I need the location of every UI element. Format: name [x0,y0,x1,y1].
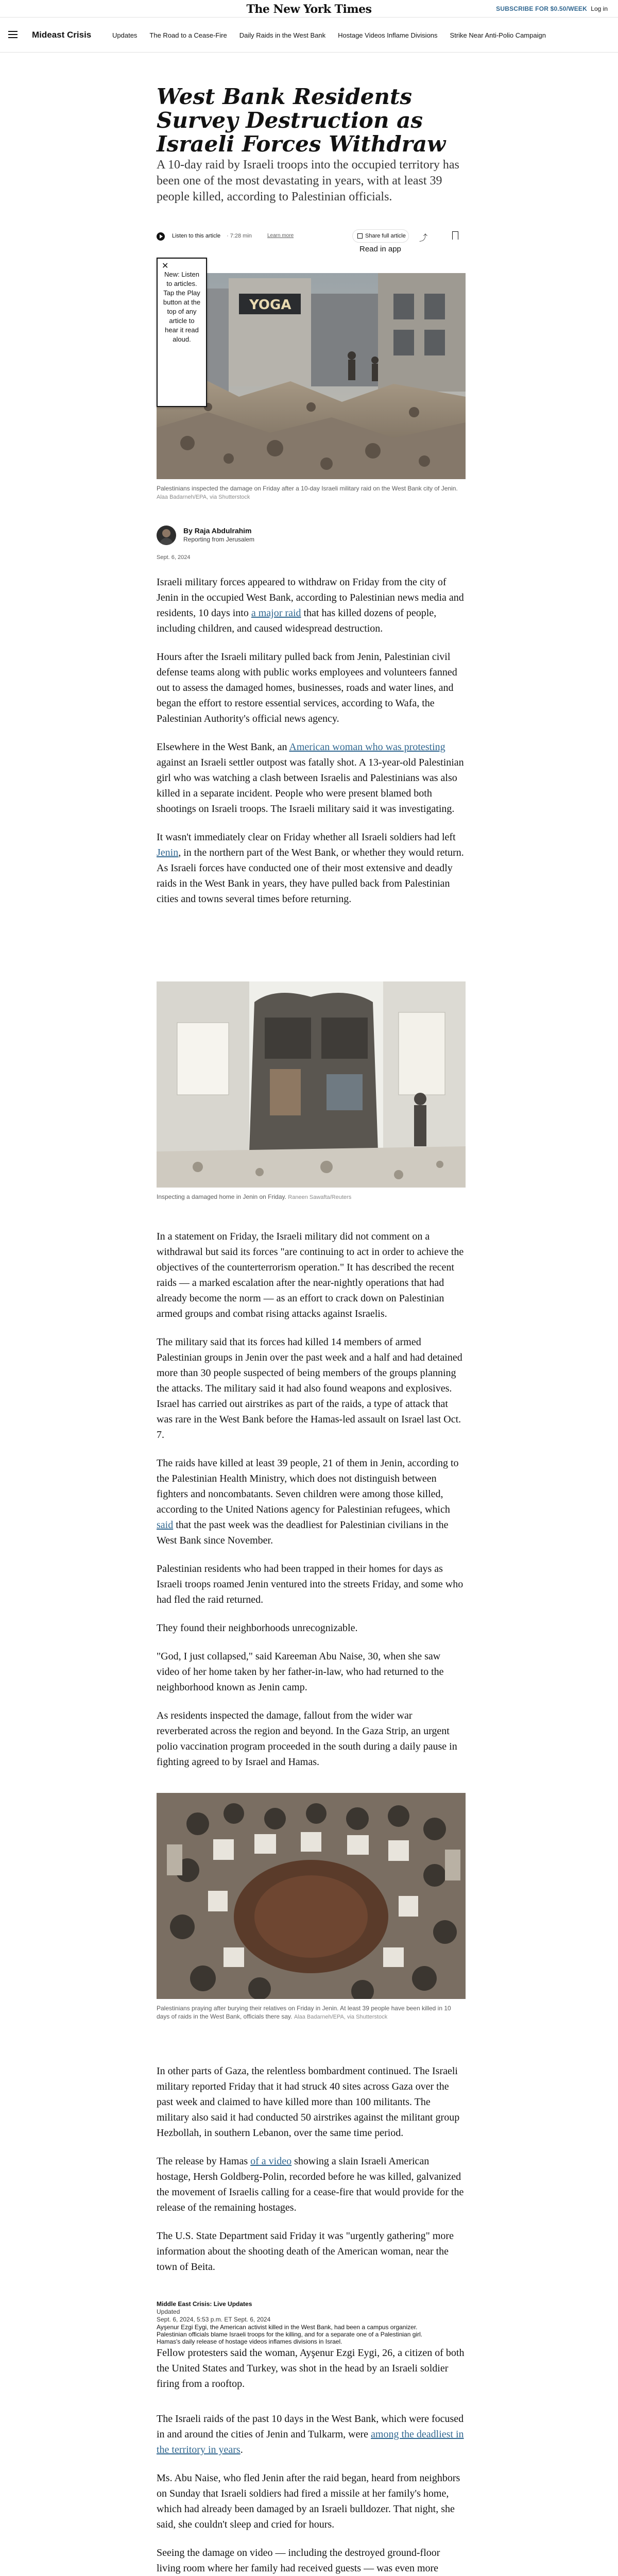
paragraph-text: They found their neighborhoods unrecognizable. [157,1622,358,1634]
subscribe-link[interactable]: SUBSCRIBE FOR $0.50/WEEK [496,5,587,12]
paragraph-text: that has killed dozens of people, including children, and caused widespread destruction. [157,607,437,634]
tooltip-text: New: Listen to articles. Tap the Play button at the top of any article to hear it read aloud. [163,270,201,343]
listen-time: · 7:28 min [227,233,252,239]
listen-tooltip [157,258,207,407]
lead-photo-caption [157,484,466,501]
body-paragraph [157,1334,466,1443]
author-avatar[interactable] [157,526,176,545]
shop-sign: YOGA [249,297,291,313]
body-paragraph [157,1620,466,1636]
inline-link[interactable]: among the deadliest in the territory in years [157,2429,464,2455]
nav-link-daily-raids[interactable]: Daily Raids in the West Bank [239,31,326,39]
body-paragraph [157,1708,466,1770]
live-update-item[interactable]: Ayşenur Ezgi Eygi, the American activist killed in the West Bank, had been a campus organizer. [157,2324,418,2331]
section-nav [0,18,618,53]
body-paragraph [157,2545,466,2576]
inline-link[interactable]: a major raid [251,607,301,619]
interior-photo-caption [157,1193,466,1201]
paragraph-text: The release by Hamas [157,2156,251,2167]
login-link[interactable]: Log in [591,5,608,12]
paragraph-text: Palestinian residents who had been trapped in their homes for days as Israeli troops roamed Jenin ventured into the streets Friday, and some who had fled the raid returned. [157,1563,464,1605]
mourners-photo-art [157,1793,466,1999]
read-in-app-link[interactable]: Read in app [359,245,401,253]
listen-label[interactable]: Listen to this article [172,233,221,239]
paragraph-text: showing a slain Israeli American hostage, Hersh Goldberg-Polin, recorded before he was killed, galvanized the movement of Israelis calling for a cease-fire that would provide for the release of the remaining hostages. [157,2156,464,2213]
inline-link[interactable]: of a video [250,2156,292,2167]
interior-photo [157,981,466,1188]
paragraph-text: The military said that its forces had killed 14 members of armed Palestinian groups in Jenin over the past week and a half and had detained more than 30 people suspected of being members of the groups planning the attacks. The military said it had also found weapons and explosives. Israel has carried out airstrikes as part of the raids, a type of attack that was rare in the West Bank before the Hamas-led assault on Israel last Oct. 7. [157,1336,462,1440]
photo-credit: Alaa Badarneh/EPA, via Shutterstock [157,494,250,500]
masthead [0,0,618,18]
paragraph-text: Hours after the Israeli military pulled back from Jenin, Palestinian civil defense teams along with public works employees and volunteers fanned out to assess the damaged homes, businesses, roads and water lines, and began the effort to restore essential services, according to Wafa, the Palestinian Authority's official news agency. [157,651,457,724]
paragraph-text: that the past week was the deadliest for Palestinian civilians in the West Bank since November. [157,1519,449,1546]
body-paragraph [157,1229,466,1321]
body-paragraph [157,2345,466,2392]
share-arrow-icon[interactable]: ⤴ [419,233,428,243]
paragraph-text: against an Israeli settler outpost was fatally shot. A 13-year-old Palestinian girl who was watching a clash between Israelis and Palestinians was also killed in a separate incident. People who were present blamed both shootings on Israeli troops. The Israeli military said it was investigating. [157,757,464,815]
paragraph-text: In other parts of Gaza, the relentless bombardment continued. The Israeli military reported Friday that it had struck 40 sites across Gaza over the past week and claimed to have killed more than 100 militants. The military also said it had conducted 50 airstrikes against the militant group Hezbollah, in southern Lebanon, over the same time period. [157,2065,460,2139]
paragraph-text: "God, I just collapsed," said Kareeman Abu Naise, 30, when she saw video of her home taken by her father-in-law, who had returned to the neighborhood known as Jenin camp. [157,1651,444,1693]
caption-text: Inspecting a damaged home in Jenin on Friday. [157,1193,286,1200]
nav-link-updates[interactable]: Updates [112,31,138,39]
caption-text: Palestinians inspected the damage on Friday after a 10-day Israeli military raid on the West Bank city of Jenin. [157,485,458,492]
hamburger-menu-icon[interactable] [8,31,18,38]
body-paragraph [157,1455,466,1548]
close-icon[interactable]: ✕ [162,261,169,270]
body-paragraph [157,649,466,726]
paragraph-text: , in the northern part of the West Bank, or whether they would return. As Israeli forces have conducted one of their most extensive and deadly raids in the West Bank in years, they have pulled back from Palestinian cities and towns several times before returning. [157,847,464,905]
mourners-photo-caption [157,2004,466,2021]
article-headline: West Bank Residents Survey Destruction as Israeli Forces Withdraw [157,84,446,157]
paragraph-text: Fellow protesters said the woman, Ayşenur Ezgi Eygi, 26, a citizen of both the United States and Turkey, was shot in the head by an Israeli soldier firing from a rooftop. [157,2347,465,2389]
paragraph-text: The U.S. State Department said Friday it was "urgently gathering" more information about the shooting death of the American woman, near the town of Beita. [157,2230,454,2273]
nav-link-cease-fire[interactable]: The Road to a Cease-Fire [149,31,227,39]
live-updates-label[interactable]: Middle East Crisis: Live Updates [157,2300,252,2308]
section-nav-links [112,31,546,39]
reporting-location: Reporting from Jerusalem [183,536,255,543]
article-body-section [157,574,466,920]
photo-credit: Raneen Sawafta/Reuters [288,1194,352,1200]
paragraph-text: Israeli military forces appeared to withdraw on Friday from the city of Jenin in the occupied West Bank, according to Palestinian news media and residents, 10 days into [157,577,464,619]
paragraph-text: The Israeli raids of the past 10 days in the West Bank, which were focused in and around the cities of Jenin and Tulkarm, were [157,2413,464,2440]
section-label[interactable]: Mideast Crisis [32,30,92,40]
live-updated-date: Sept. 6, 2024, 5:53 p.m. ET Sept. 6, 2024 [157,2316,271,2323]
body-paragraph [157,2063,466,2141]
article-body-section [157,2345,466,2404]
paragraph-text: It wasn't immediately clear on Friday whether all Israeli soldiers had left [157,832,456,843]
body-paragraph [157,2154,466,2215]
live-update-item[interactable]: Hamas's daily release of hostage videos inflames divisions in Israel. [157,2338,342,2345]
photo-credit: Alaa Badarneh/EPA, via Shutterstock [294,2014,388,2020]
author-name[interactable]: By Raja Abdulrahim [183,527,252,535]
gift-icon [357,233,363,239]
article-summary: A 10-day raid by Israeli troops into the occupied territory has been one of the most devastating in years, with at least 39 people killed, according to Palestinian officials. [157,158,459,204]
body-paragraph [157,2411,466,2458]
body-paragraph [157,1649,466,1695]
paragraph-text: As residents inspected the damage, fallout from the wider war reverberated across the region and beyond. In the Gaza Strip, an urgent polio vaccination program proceeded in the south during a daily pause in fighting agreed to by Israel and Hamas. [157,1710,457,1768]
interior-photo-art [157,981,466,1188]
listen-bar [157,229,466,253]
body-paragraph [157,739,466,817]
paragraph-text: In a statement on Friday, the Israeli military did not comment on a withdrawal but said its forces "are continuing to act in order to achieve the objectives of the counterterrorism operation." It has described the recent raids — a marked escalation after the near-nightly operations that had already become the norm — as an effort to crack down on Palestinian armed groups and combat rising attacks against Israelis. [157,1231,464,1319]
body-paragraph [157,829,466,907]
inline-link[interactable]: American woman who was protesting [289,741,445,753]
article-body-section [157,1229,466,1783]
share-full-article-button[interactable] [352,229,409,243]
body-paragraph [157,2470,466,2532]
live-updates-box[interactable] [157,2300,466,2345]
body-paragraph [157,574,466,636]
byline [157,526,466,562]
nav-link-hostage-videos[interactable]: Hostage Videos Inflame Divisions [338,31,438,39]
caption-text: Palestinians praying after burying their relatives on Friday in Jenin. At least 39 people have been killed in 10 days of raids in the West Bank, officials there say. [157,2005,451,2020]
paragraph-text: Ms. Abu Naise, who fled Jenin after the raid began, heard from neighbors on Sunday that Israeli soldiers had fired a missile at her family's home, which had already been damaged by an Israeli bulldozer. That night, she said, she couldn't sleep and cried for hours. [157,2472,460,2530]
bookmark-icon[interactable] [452,231,458,240]
publish-date: Sept. 6, 2024 [157,554,191,561]
live-updated-label: Updated [157,2308,180,2315]
paragraph-text: Seeing the damage on video — including the destroyed ground-floor living room where her family had received guests — was even more [157,2547,440,2574]
paragraph-text: The raids have killed at least 39 people, 21 of them in Jenin, according to the Palestinian Health Ministry, which does not distinguish between fighters and noncombatants. Seven children were among those killed, according to the United Nations agency for Palestinian refugees, which [157,1458,459,1515]
inline-link[interactable]: said [157,1519,174,1531]
inline-link[interactable]: Jenin [157,847,179,858]
paragraph-text: Elsewhere in the West Bank, an [157,741,289,753]
article-body-section [157,2411,466,2576]
nav-link-anti-polio[interactable]: Strike Near Anti-Polio Campaign [450,31,546,39]
article-body-section [157,2063,466,2287]
mourners-photo [157,1793,466,1999]
share-label: Share full article [365,233,406,239]
body-paragraph [157,1561,466,1607]
paragraph-text: . [240,2444,243,2455]
learn-more-link[interactable]: Learn more [267,233,294,239]
body-paragraph [157,2228,466,2275]
play-icon[interactable] [157,232,165,241]
nyt-logo[interactable]: The New York Times [246,3,372,16]
live-update-item[interactable]: Palestinian officials blame Israeli troops for the killing, and for a separate one of a Palestinian girl. [157,2331,423,2338]
